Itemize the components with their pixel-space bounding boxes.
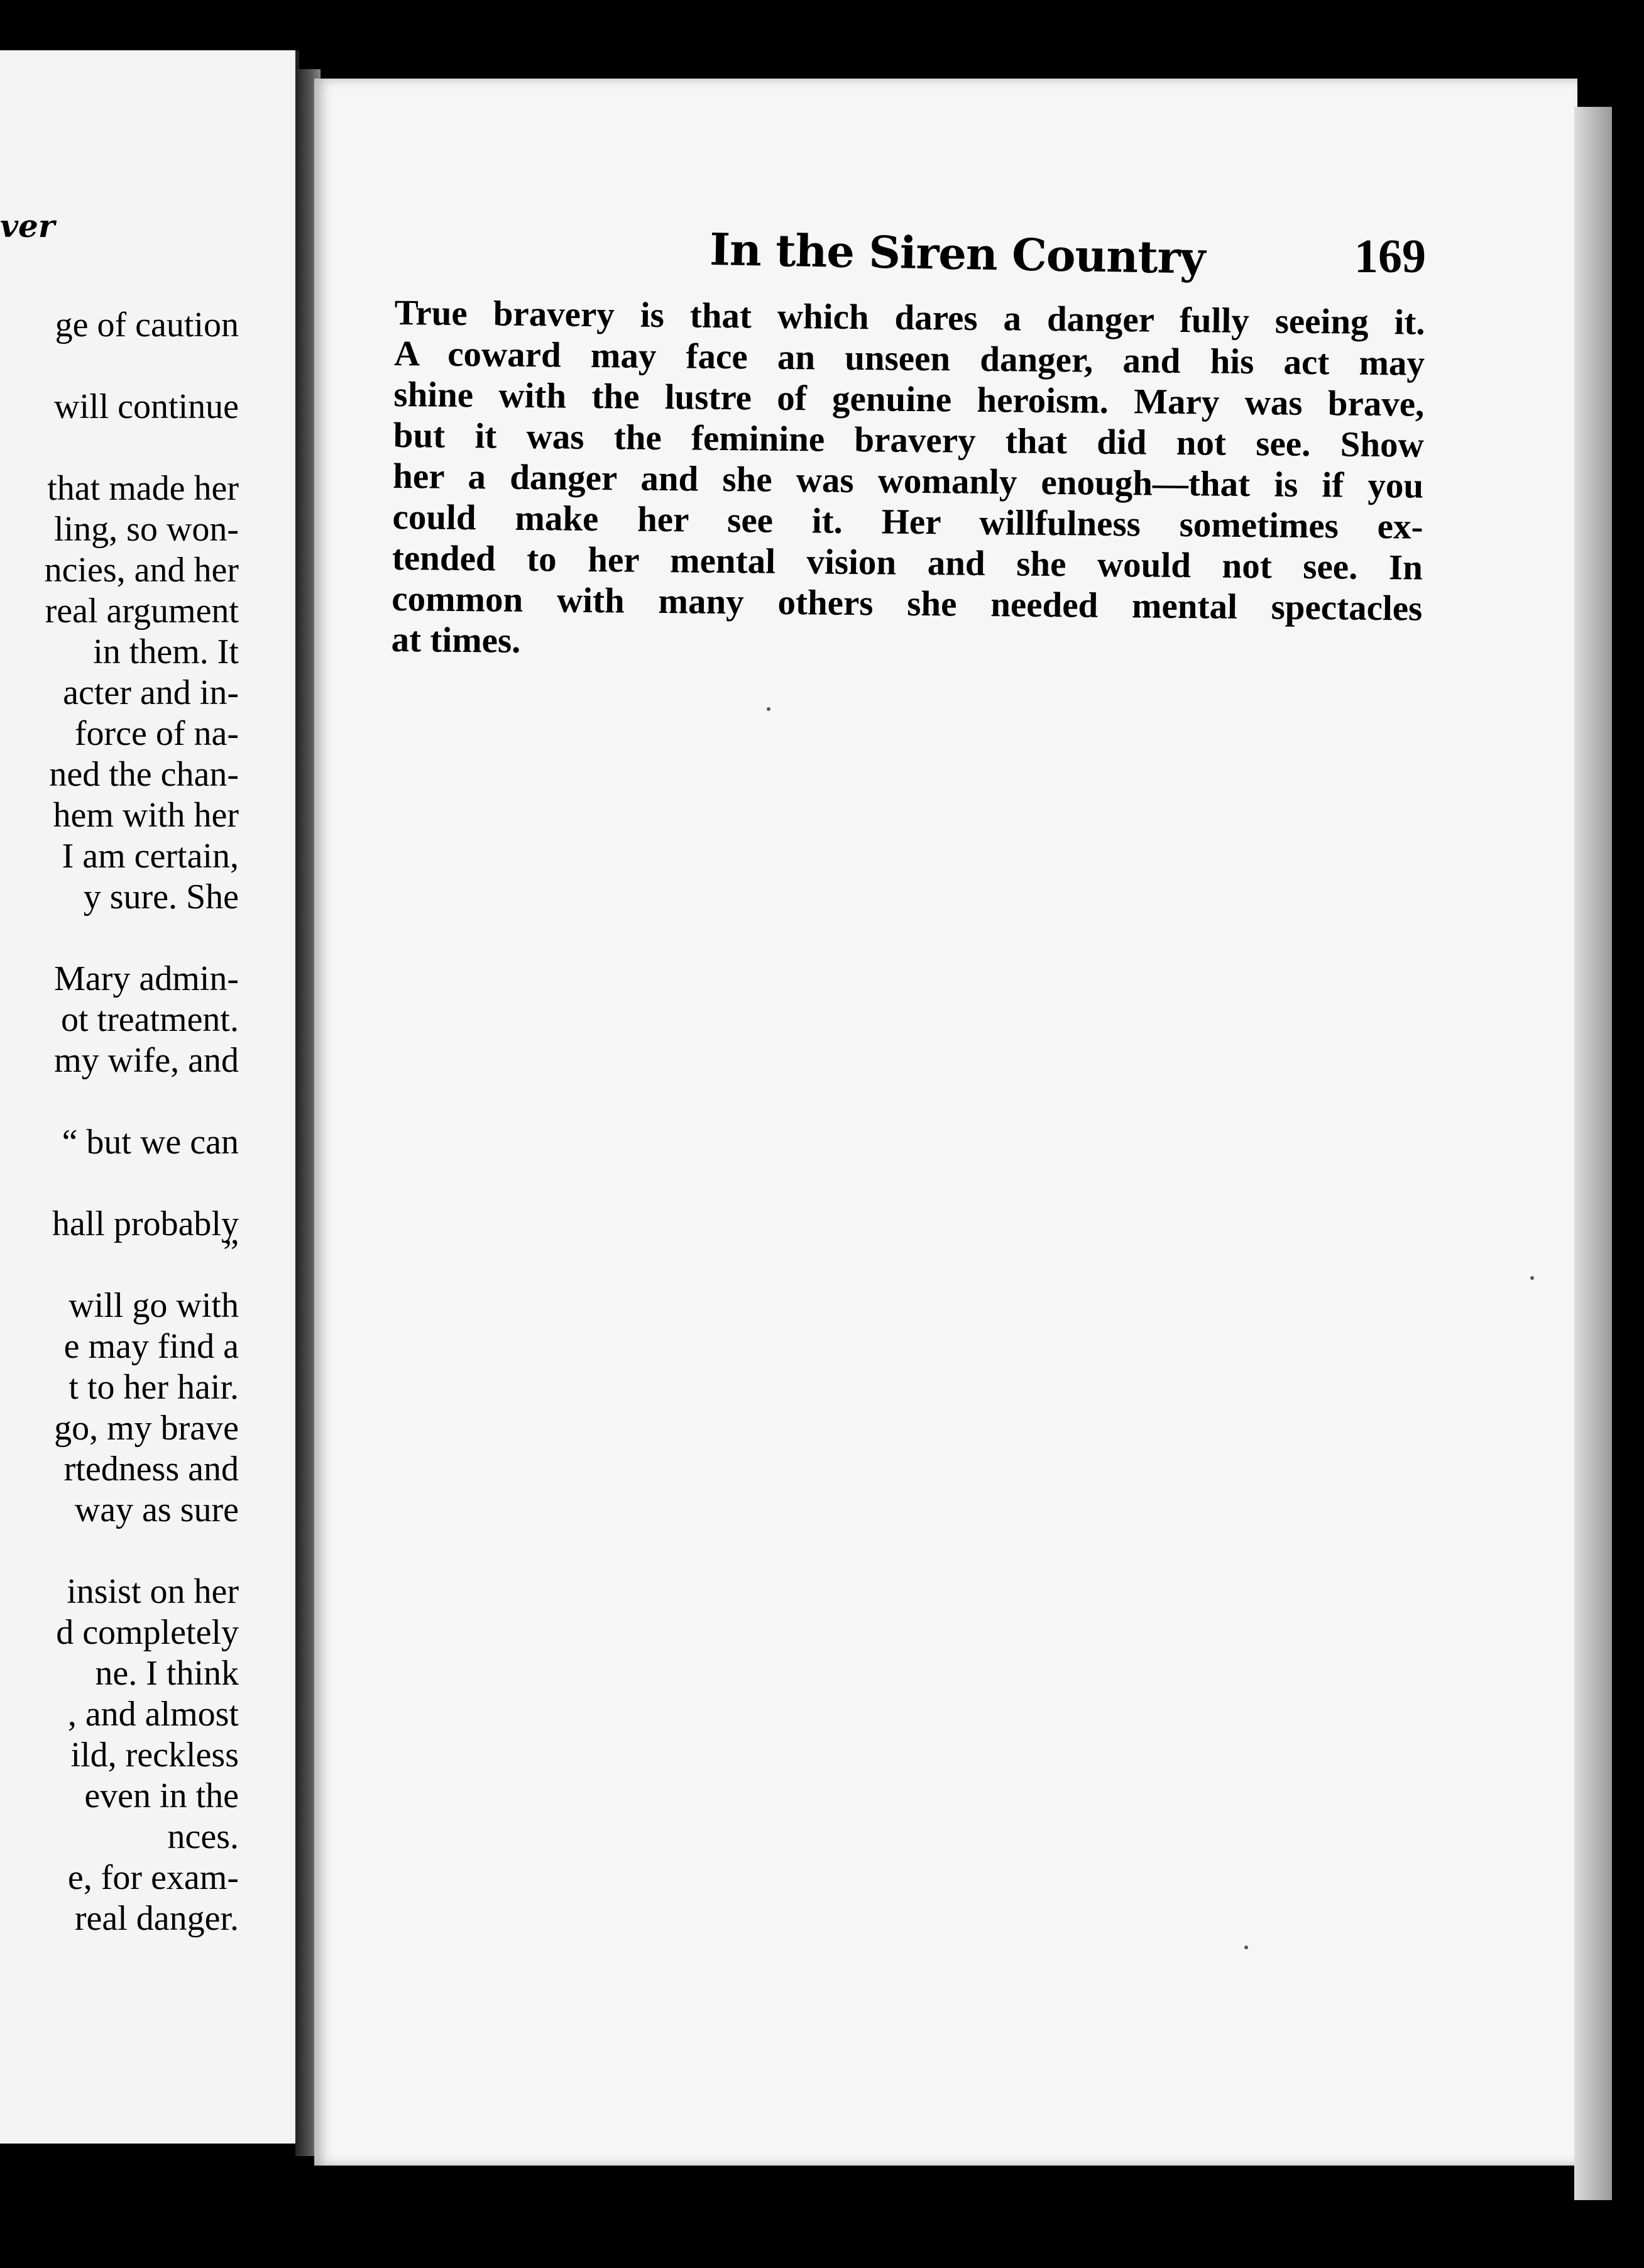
left-page-line: even in the [84,1776,239,1815]
paper-speck [767,707,770,711]
left-page-line: I am certain, [62,837,239,876]
left-page-line: way as sure [74,1490,239,1529]
left-page-line: will continue [54,387,239,426]
body-line: could make her see it. Her willfulness sometimes ex- [392,497,1423,547]
left-running-head: ver [0,207,55,245]
left-page-line: go, my brave [54,1409,239,1448]
left-page-line: e, for exam- [67,1858,239,1897]
left-page-line: ling, so won- [54,510,239,549]
body-line: common with many others she needed mental spectacles [392,578,1423,629]
left-page-line: hall probably [52,1204,239,1243]
running-head [314,223,1577,292]
page-number: 169 [1354,230,1426,283]
left-page-line: acter and in- [63,673,239,712]
paper-speck [1244,1946,1248,1949]
body-line: shine with the lustre of genuine heroism. Mary was brave, [393,374,1425,424]
left-page-line: my wife, and [54,1041,239,1080]
left-page-line: will go with [68,1286,239,1325]
body-paragraph [391,292,1425,670]
body-line: A coward may face an unseen danger, and his act may [393,333,1425,383]
left-page-line: ild, reckless [70,1736,239,1775]
left-page-line: real danger. [74,1899,239,1938]
left-page-line: d completely [56,1613,239,1652]
left-page-line: rtedness and [63,1450,239,1489]
body-line: at times. [391,619,521,661]
left-page-line: , and almost [67,1695,239,1734]
left-page-line: ot treatment. [60,1000,239,1039]
left-page-line: that made her [47,469,239,508]
left-page-line: ” [223,1233,239,1272]
body-line: True bravery is that which dares a danger fully seeing it. [394,292,1425,343]
left-page-line: “ but we can [62,1123,239,1162]
page-stack-edge [1574,107,1612,2200]
body-line: but it was the feminine bravery that did not see. Show [393,415,1425,465]
left-page-line: real argument [45,592,239,630]
left-page-line: nces. [167,1817,239,1856]
body-line: her a danger and she was womanly enough—that is if you [392,456,1424,506]
left-page-line: y sure. She [83,878,239,917]
left-page-line: t to her hair. [68,1368,239,1407]
left-page-line: in them. It [93,632,239,671]
left-page-line: ned the chan- [49,755,239,794]
left-page-line: force of na- [74,714,239,753]
paper-speck [1530,1276,1534,1280]
left-page-line: Mary admin- [54,959,239,998]
left-page [0,50,299,2144]
left-page-line: e may find a [63,1327,239,1366]
running-title: In the Siren Country [709,223,1205,284]
left-page-line: ncies, and her [44,551,239,590]
left-page-line: hem with her [53,796,239,835]
right-page [314,79,1577,2166]
left-page-line: ne. I think [95,1654,239,1693]
left-page-line: insist on her [67,1572,239,1611]
left-page-line: ge of caution [55,306,239,344]
body-line: tended to her mental vision and she would not see. In [392,537,1423,588]
